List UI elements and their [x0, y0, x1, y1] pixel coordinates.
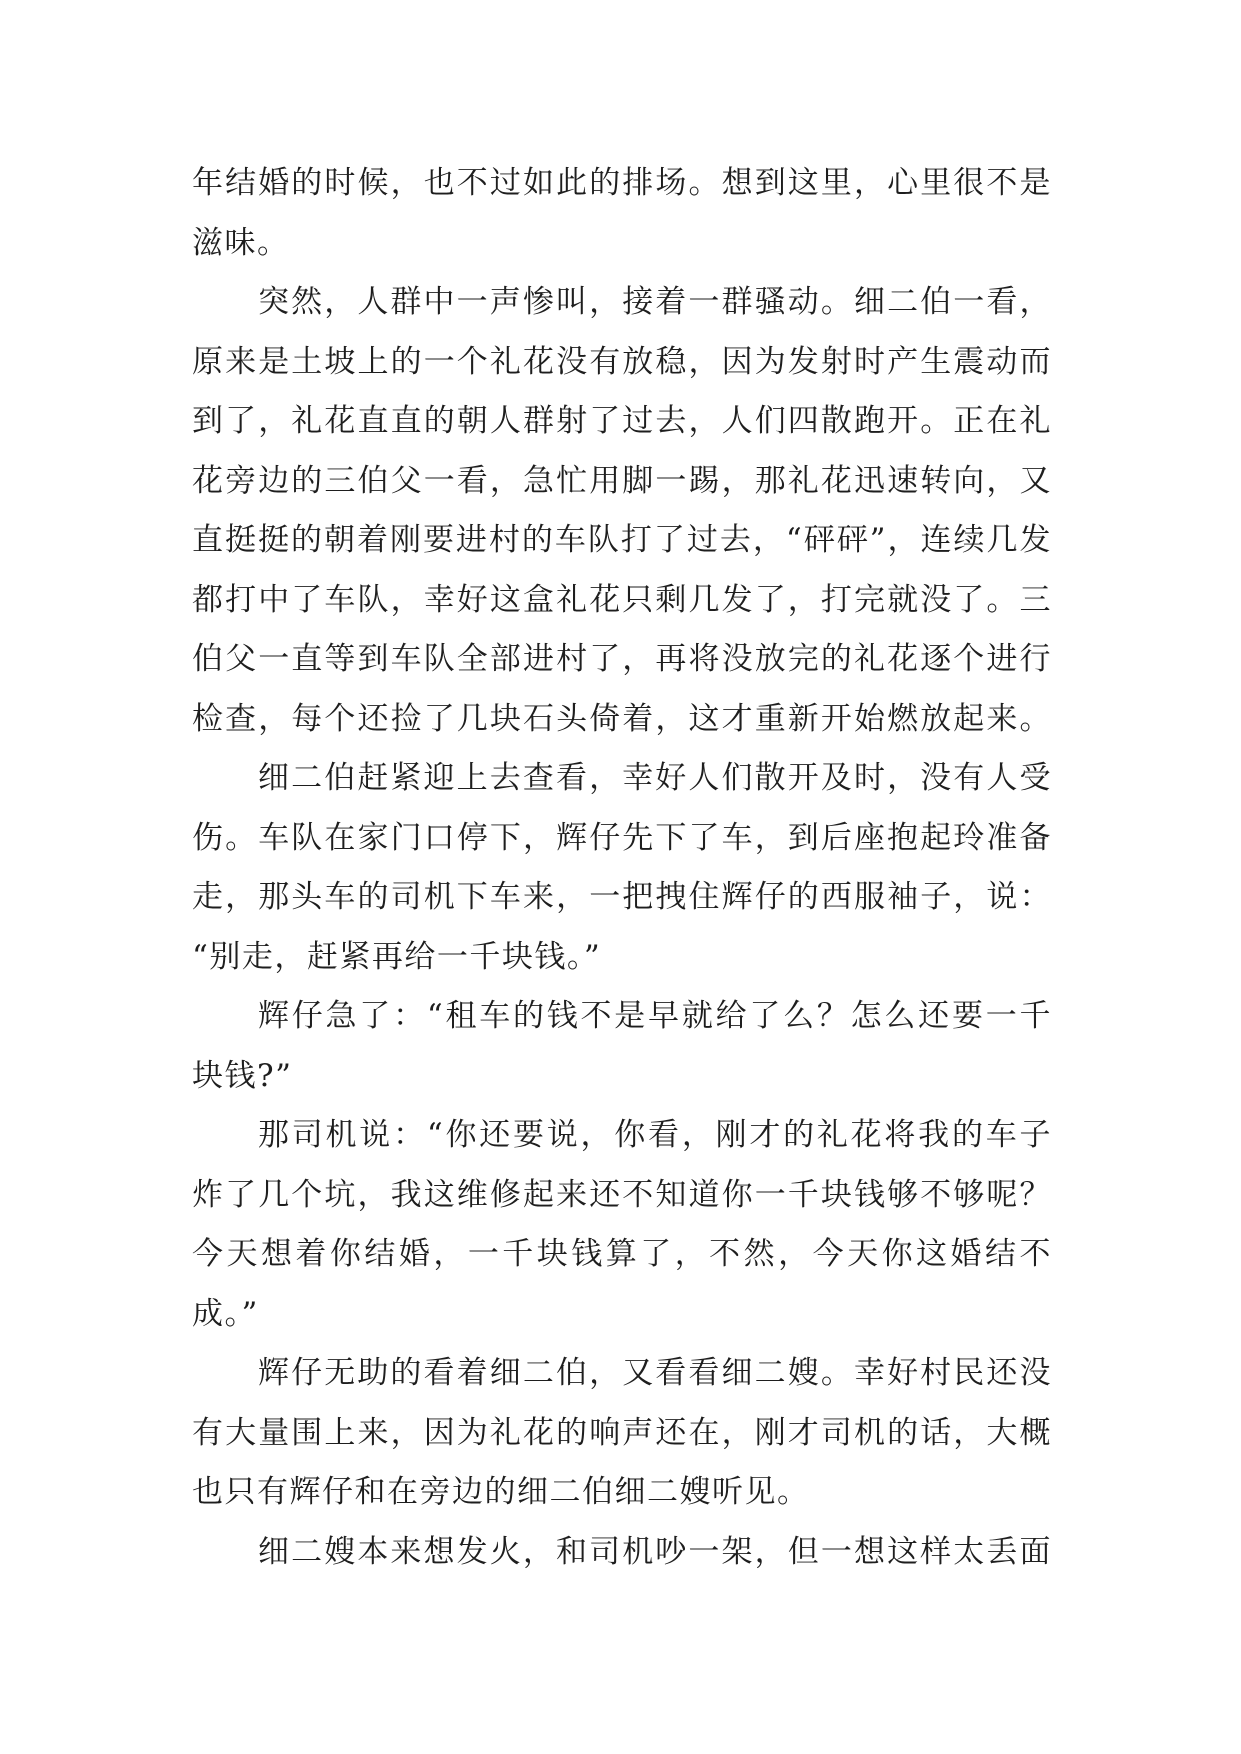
text-line: 有大量围上来，因为礼花的响声还在，刚才司机的话，大概 — [192, 1414, 1052, 1451]
text-line: “别走，赶紧再给一千块钱。” — [192, 938, 602, 975]
document-page — [192, 154, 1052, 1582]
text-line: 直挺挺的朝着刚要进村的车队打了过去，“砰砰”，连续几发 — [192, 522, 1052, 558]
text-line: 检查，每个还捡了几块石头倚着，这才重新开始燃放起来。 — [192, 700, 1052, 737]
text-line: 突然，人群中一声惨叫，接着一群骚动。细二伯一看， — [258, 284, 1052, 320]
text-line: 滋味。 — [192, 224, 290, 261]
text-line: 伯父一直等到车队全部进村了，再将没放完的礼花逐个进行 — [192, 641, 1052, 677]
paragraph — [192, 749, 1052, 987]
paragraph — [192, 987, 1052, 1106]
text-line: 也只有辉仔和在旁边的细二伯细二嫂听见。 — [192, 1474, 810, 1510]
paragraph — [192, 273, 1052, 749]
text-line: 花旁边的三伯父一看，急忙用脚一踢，那礼花迅速转向，又 — [192, 462, 1052, 499]
text-line: 细二伯赶紧迎上去查看，幸好人们散开及时，没有人受 — [258, 760, 1052, 796]
text-line: 都打中了车队，幸好这盒礼花只剩几发了，打完就没了。三 — [192, 581, 1052, 618]
paragraph — [192, 1106, 1052, 1344]
text-line: 那司机说：“你还要说，你看，刚才的礼花将我的车子 — [258, 1117, 1052, 1153]
paragraph — [192, 154, 1052, 273]
text-line: 今天想着你结婚，一千块钱算了，不然，今天你这婚结不 — [192, 1236, 1052, 1272]
text-line: 辉仔急了：“租车的钱不是早就给了么？怎么还要一千 — [258, 998, 1052, 1034]
text-line: 年结婚的时候，也不过如此的排场。想到这里，心里很不是 — [192, 165, 1052, 201]
paragraph — [192, 1344, 1052, 1523]
text-line: 到了，礼花直直的朝人群射了过去，人们四散跑开。正在礼 — [192, 403, 1052, 439]
text-line: 细二嫂本来想发火，和司机吵一架，但一想这样太丢面 — [258, 1533, 1052, 1570]
text-line: 块钱?” — [192, 1057, 293, 1094]
text-line: 原来是土坡上的一个礼花没有放稳，因为发射时产生震动而 — [192, 343, 1052, 380]
text-line: 伤。车队在家门口停下，辉仔先下了车，到后座抱起玲准备 — [192, 819, 1052, 856]
text-line: 成。” — [192, 1295, 259, 1332]
text-line: 走，那头车的司机下车来，一把拽住辉仔的西服袖子，说： — [192, 879, 1052, 915]
paragraph — [192, 1523, 1052, 1583]
text-line: 炸了几个坑，我这维修起来还不知道你一千块钱够不够呢？ — [192, 1176, 1052, 1213]
text-line: 辉仔无助的看着细二伯，又看看细二嫂。幸好村民还没 — [258, 1355, 1052, 1391]
